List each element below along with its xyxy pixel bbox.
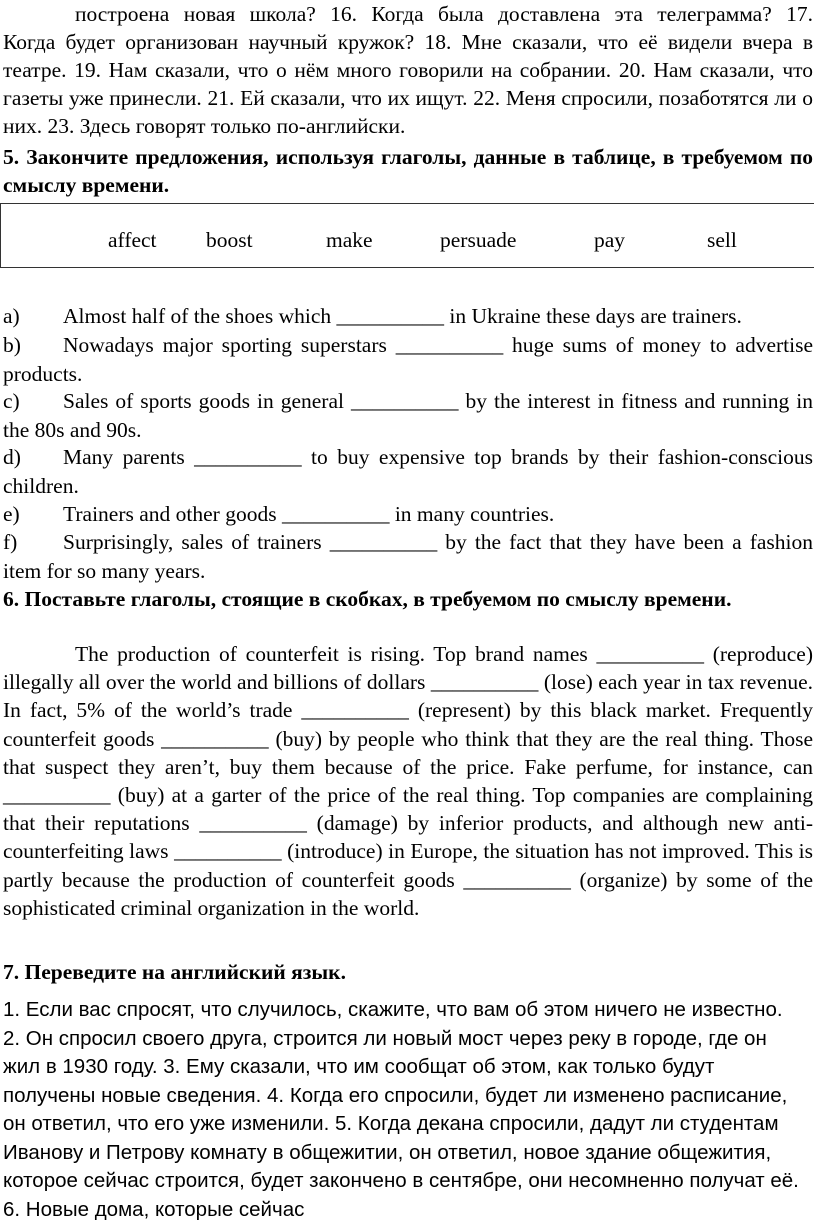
item-label: f): [3, 530, 18, 554]
item-text: Trainers and other goods __________ in many countries.: [63, 502, 555, 526]
item-label: d): [3, 445, 21, 469]
item-label: c): [3, 389, 20, 413]
task6-text: The production of counterfeit is rising. Top brand names __________ (reproduce) illegally all over the world and billions of dollars __________ (lose) each year in tax revenue. In fact, 5% of the world’s trade __________ (represent) by this black market. Frequently counterfeit goods __________ (buy) by people who think that they are the real thing. Those that suspect they aren’t, buy them because of the price. Fake perfume, for instance, can __________ (buy) at a garter of the price of the real thing. Top companies are complaining that their reputations __________ (damage) by inferior products, and although new anti-counterfeiting laws __________ (introduce) in Europe, the situation has not improved. This is partly because the production of counterfeit goods __________ (organize) by some of the sophisticated criminal organization in the world.: [3, 642, 813, 920]
exercise-item: [3, 500, 813, 529]
verb-cell: affect: [108, 228, 157, 252]
top-paragraph: Когда будет организован научный кружок? 18. Мне сказали, что её видели вчера в театре. 19. Нам сказали, что о нём много говорили на собрании. 20. Нам сказали, что газеты уже принесли. 21. Ей сказали, что их ищут. 22. Меня спросили, позаботятся ли о них. 23. Здесь говорят только по-английски.: [3, 30, 813, 138]
item-label: e): [3, 502, 20, 526]
verb-table: [0, 203, 814, 268]
item-text: Nowadays major sporting superstars __________ huge sums of money to advertise products.: [3, 333, 813, 386]
verb-cell: make: [326, 228, 373, 252]
task6-paragraph: [3, 640, 813, 922]
item-label: a): [3, 304, 20, 328]
verb-cell: pay: [594, 228, 626, 252]
verb-cell: sell: [707, 228, 737, 252]
exercise-item: [3, 331, 813, 388]
task6-heading: 6. Поставьте глаголы, стоящие в скобках, в требуемом по смыслу времени.: [3, 587, 732, 611]
exercise-item: [3, 387, 813, 444]
table-left-border: [0, 204, 1, 267]
item-text: Many parents __________ to buy expensive top brands by their fashion-conscious children.: [3, 445, 813, 498]
item-text: Almost half of the shoes which __________ in Ukraine these days are trainers.: [63, 304, 742, 328]
exercise-item: [3, 302, 813, 331]
item-text: Sales of sports goods in general __________ by the interest in fitness and running in the 80s and 90s.: [3, 389, 813, 442]
item-label: b): [3, 333, 21, 357]
exercise-item: [3, 443, 813, 500]
item-text: Surprisingly, sales of trainers __________ by the fact that they have been a fashion item for so many years.: [3, 530, 813, 583]
top-paragraph-first-line: построена новая школа? 16. Когда была доставлена эта телеграмма? 17.: [75, 2, 813, 26]
verb-cell: boost: [206, 228, 253, 252]
exercise-item: [3, 528, 813, 585]
task7-text: 1. Если вас спросят, что случилось, скажите, что вам об этом ничего не известно. 2. Он спросил своего друга, строится ли новый мост через реку в городе, где он жил в 1930 году. 3. Ему сказали, что им сообщат об этом, как только будут получены новые сведения. 4. Когда его спросили, будет ли изменено расписание, он ответил, что его уже изменили. 5. Когда декана спросили, дадут ли студентам Иванову и Петрову комнату в общежитии, он ответил, новое здание общежития, которое сейчас строится, будет закончено в сентябре, они несомненно получат её. 6. Новые дома, которые сейчас: [3, 998, 799, 1221]
task7-heading: 7. Переведите на английский язык.: [3, 960, 346, 984]
verb-cell: persuade: [440, 228, 517, 252]
task5-heading: 5. Закончите предложения, используя глаголы, данные в таблице, в требуемом по смыслу времени.: [3, 145, 813, 197]
